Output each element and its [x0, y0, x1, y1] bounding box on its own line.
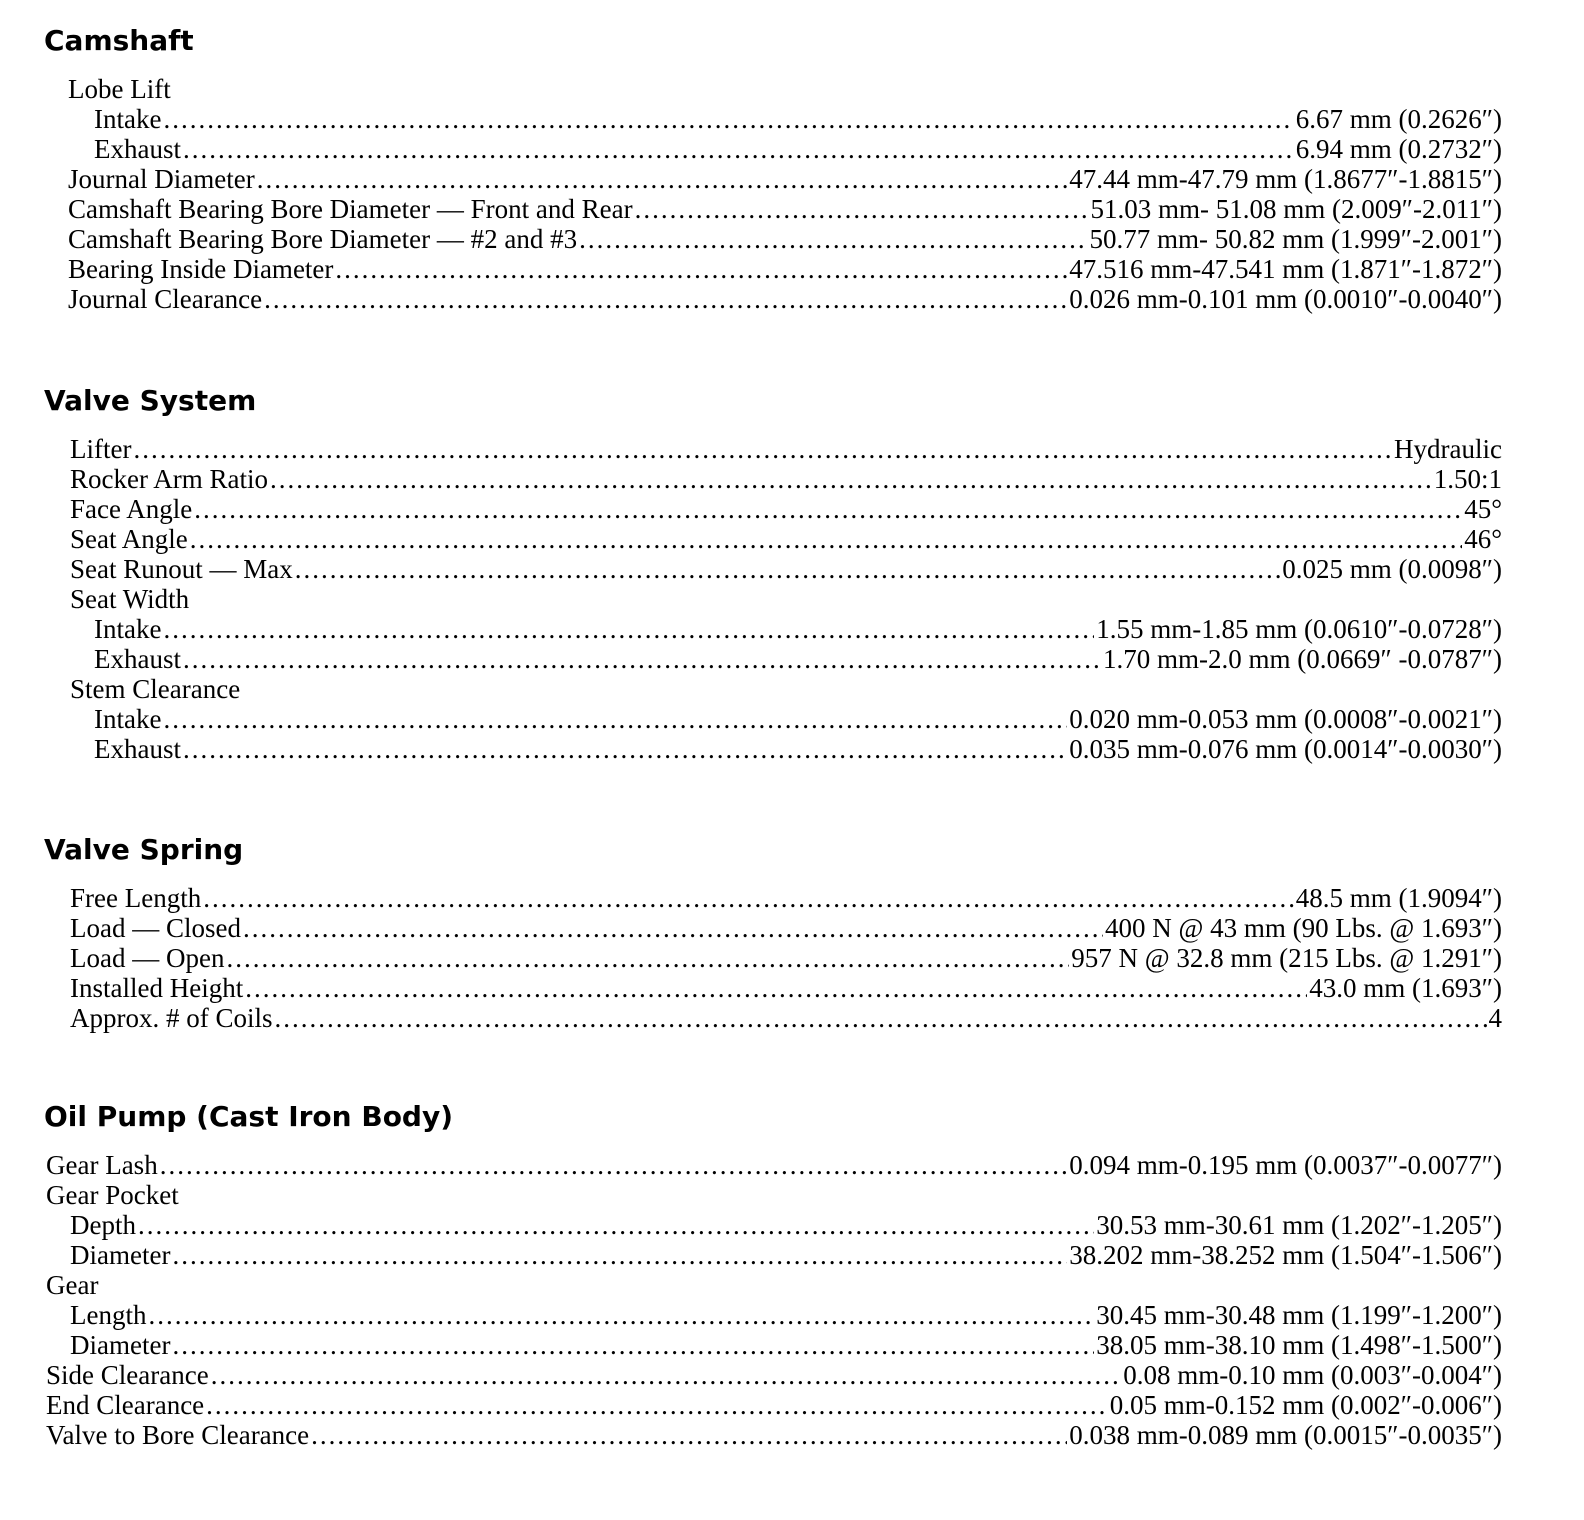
spec-value: 0.05 mm-0.152 mm (0.002″-0.006″)	[1109, 1390, 1502, 1420]
spec-row	[0, 1390, 1502, 1420]
spec-value: 38.202 mm-38.252 mm (1.504″-1.506″)	[1069, 1240, 1502, 1270]
spec-label: End Clearance	[46, 1390, 205, 1420]
dot-leader	[148, 1300, 1094, 1330]
spec-value: 50.77 mm- 50.82 mm (1.999″-2.001″)	[1089, 224, 1502, 254]
spec-row	[0, 704, 1502, 734]
spec-label: Exhaust	[94, 734, 181, 764]
dot-leader	[311, 1420, 1067, 1450]
spec-row	[0, 194, 1502, 224]
spec-row	[0, 734, 1502, 764]
dot-leader	[243, 913, 1103, 943]
spec-value: 45°	[1464, 494, 1502, 524]
spec-value: 46°	[1464, 524, 1502, 554]
spec-label: Intake	[94, 704, 162, 734]
section-title: Valve System	[44, 384, 257, 417]
spec-label: Seat Angle	[70, 524, 188, 554]
spec-label: Camshaft Bearing Bore Diameter — Front and Rear	[68, 194, 633, 224]
spec-label: Seat Width	[70, 584, 190, 614]
spec-value: 957 N @ 32.8 mm (215 Lbs. @ 1.291″)	[1071, 943, 1502, 973]
spec-row	[0, 104, 1502, 134]
spec-row	[0, 1360, 1502, 1390]
spec-label: Approx. # of Coils	[70, 1003, 273, 1033]
spec-value: 400 N @ 43 mm (90 Lbs. @ 1.693″)	[1105, 913, 1502, 943]
spec-label: Gear	[46, 1270, 99, 1300]
spec-value: 48.5 mm (1.9094″)	[1295, 883, 1502, 913]
spec-row	[0, 943, 1502, 973]
dot-leader	[163, 704, 1067, 734]
spec-label: Installed Height	[70, 973, 244, 1003]
dot-leader	[203, 883, 1294, 913]
spec-row	[0, 554, 1502, 584]
spec-value: 51.03 mm- 51.08 mm (2.009″-2.011″)	[1090, 194, 1502, 224]
spec-value: 0.08 mm-0.10 mm (0.003″-0.004″)	[1123, 1360, 1502, 1390]
spec-label: Seat Runout — Max	[70, 554, 293, 584]
spec-row	[0, 134, 1502, 164]
spec-row	[0, 464, 1502, 494]
spec-label: Free Length	[70, 883, 202, 913]
spec-value: 6.94 mm (0.2732″)	[1295, 134, 1502, 164]
spec-group-heading	[0, 1180, 1502, 1210]
spec-value: 30.45 mm-30.48 mm (1.199″-1.200″)	[1096, 1300, 1502, 1330]
spec-label: Lifter	[70, 434, 132, 464]
dot-leader	[163, 104, 1293, 134]
spec-label: Intake	[94, 104, 162, 134]
section-title: Valve Spring	[44, 833, 244, 866]
spec-label: Load — Closed	[70, 913, 241, 943]
dot-leader	[257, 164, 1068, 194]
spec-list	[0, 1150, 1584, 1450]
spec-value: 47.44 mm-47.79 mm (1.8677″-1.8815″)	[1069, 164, 1502, 194]
spec-row	[0, 644, 1502, 674]
dot-leader	[183, 734, 1067, 764]
spec-row	[0, 494, 1502, 524]
spec-value: 6.67 mm (0.2626″)	[1295, 104, 1502, 134]
spec-row	[0, 973, 1502, 1003]
spec-row	[0, 883, 1502, 913]
spec-row	[0, 524, 1502, 554]
spec-value: 0.035 mm-0.076 mm (0.0014″-0.0030″)	[1069, 734, 1502, 764]
spec-row	[0, 1003, 1502, 1033]
spec-group-heading	[0, 674, 1502, 704]
spec-row	[0, 1210, 1502, 1240]
dot-leader	[183, 134, 1294, 164]
spec-row	[0, 434, 1502, 464]
dot-leader	[275, 1003, 1487, 1033]
spec-row	[0, 1330, 1502, 1360]
spec-value: 0.025 mm (0.0098″)	[1282, 554, 1502, 584]
spec-list	[0, 434, 1584, 764]
dot-leader	[172, 1330, 1094, 1360]
dot-leader	[206, 1390, 1108, 1420]
section-title: Camshaft	[44, 24, 194, 57]
spec-value: 47.516 mm-47.541 mm (1.871″-1.872″)	[1069, 254, 1502, 284]
dot-leader	[160, 1150, 1068, 1180]
spec-group-heading	[0, 1270, 1502, 1300]
spec-value: 4	[1488, 1003, 1502, 1033]
spec-label: Gear Pocket	[46, 1180, 179, 1210]
spec-label: Camshaft Bearing Bore Diameter — #2 and #3	[68, 224, 578, 254]
spec-row	[0, 284, 1502, 314]
spec-label: Face Angle	[70, 494, 193, 524]
spec-row	[0, 1150, 1502, 1180]
dot-leader	[579, 224, 1087, 254]
dot-leader	[163, 614, 1094, 644]
spec-label: Bearing Inside Diameter	[68, 254, 334, 284]
spec-label: Depth	[70, 1210, 136, 1240]
section-title: Oil Pump (Cast Iron Body)	[44, 1100, 454, 1133]
dot-leader	[295, 554, 1281, 584]
spec-value: 43.0 mm (1.693″)	[1309, 973, 1502, 1003]
spec-label: Exhaust	[94, 644, 181, 674]
spec-label: Gear Lash	[46, 1150, 158, 1180]
spec-value: Hydraulic	[1394, 434, 1502, 464]
dot-leader	[211, 1360, 1122, 1390]
dot-leader	[335, 254, 1067, 284]
spec-row	[0, 614, 1502, 644]
spec-group-heading	[0, 584, 1502, 614]
spec-value: 38.05 mm-38.10 mm (1.498″-1.500″)	[1096, 1330, 1502, 1360]
spec-value: 1.55 mm-1.85 mm (0.0610″-0.0728″)	[1096, 614, 1502, 644]
dot-leader	[226, 943, 1069, 973]
spec-row	[0, 224, 1502, 254]
dot-leader	[635, 194, 1089, 224]
spec-label: Intake	[94, 614, 162, 644]
spec-row	[0, 254, 1502, 284]
spec-label: Valve to Bore Clearance	[46, 1420, 310, 1450]
spec-label: Diameter	[70, 1330, 171, 1360]
dot-leader	[183, 644, 1101, 674]
dot-leader	[190, 524, 1462, 554]
spec-value: 30.53 mm-30.61 mm (1.202″-1.205″)	[1096, 1210, 1502, 1240]
spec-label: Rocker Arm Ratio	[70, 464, 268, 494]
spec-label: Length	[70, 1300, 147, 1330]
spec-value: 1.70 mm-2.0 mm (0.0669″ -0.0787″)	[1103, 644, 1502, 674]
spec-label: Lobe Lift	[68, 74, 171, 104]
spec-value: 1.50:1	[1433, 464, 1502, 494]
spec-row	[0, 164, 1502, 194]
dot-leader	[133, 434, 1392, 464]
dot-leader	[245, 973, 1307, 1003]
spec-value: 0.094 mm-0.195 mm (0.0037″-0.0077″)	[1069, 1150, 1502, 1180]
spec-label: Stem Clearance	[70, 674, 241, 704]
dot-leader	[270, 464, 1432, 494]
dot-leader	[172, 1240, 1067, 1270]
spec-row	[0, 1420, 1502, 1450]
spec-label: Side Clearance	[46, 1360, 209, 1390]
spec-value: 0.026 mm-0.101 mm (0.0010″-0.0040″)	[1069, 284, 1502, 314]
spec-value: 0.038 mm-0.089 mm (0.0015″-0.0035″)	[1069, 1420, 1502, 1450]
spec-group-heading	[0, 74, 1502, 104]
spec-label: Load — Open	[70, 943, 225, 973]
spec-list	[0, 74, 1584, 314]
spec-label: Journal Diameter	[68, 164, 255, 194]
spec-value: 0.020 mm-0.053 mm (0.0008″-0.0021″)	[1069, 704, 1502, 734]
dot-leader	[264, 284, 1067, 314]
spec-label: Exhaust	[94, 134, 181, 164]
spec-label: Journal Clearance	[68, 284, 263, 314]
dot-leader	[138, 1210, 1094, 1240]
spec-row	[0, 1240, 1502, 1270]
dot-leader	[194, 494, 1462, 524]
spec-row	[0, 913, 1502, 943]
spec-list	[0, 883, 1584, 1033]
spec-label: Diameter	[70, 1240, 171, 1270]
spec-row	[0, 1300, 1502, 1330]
